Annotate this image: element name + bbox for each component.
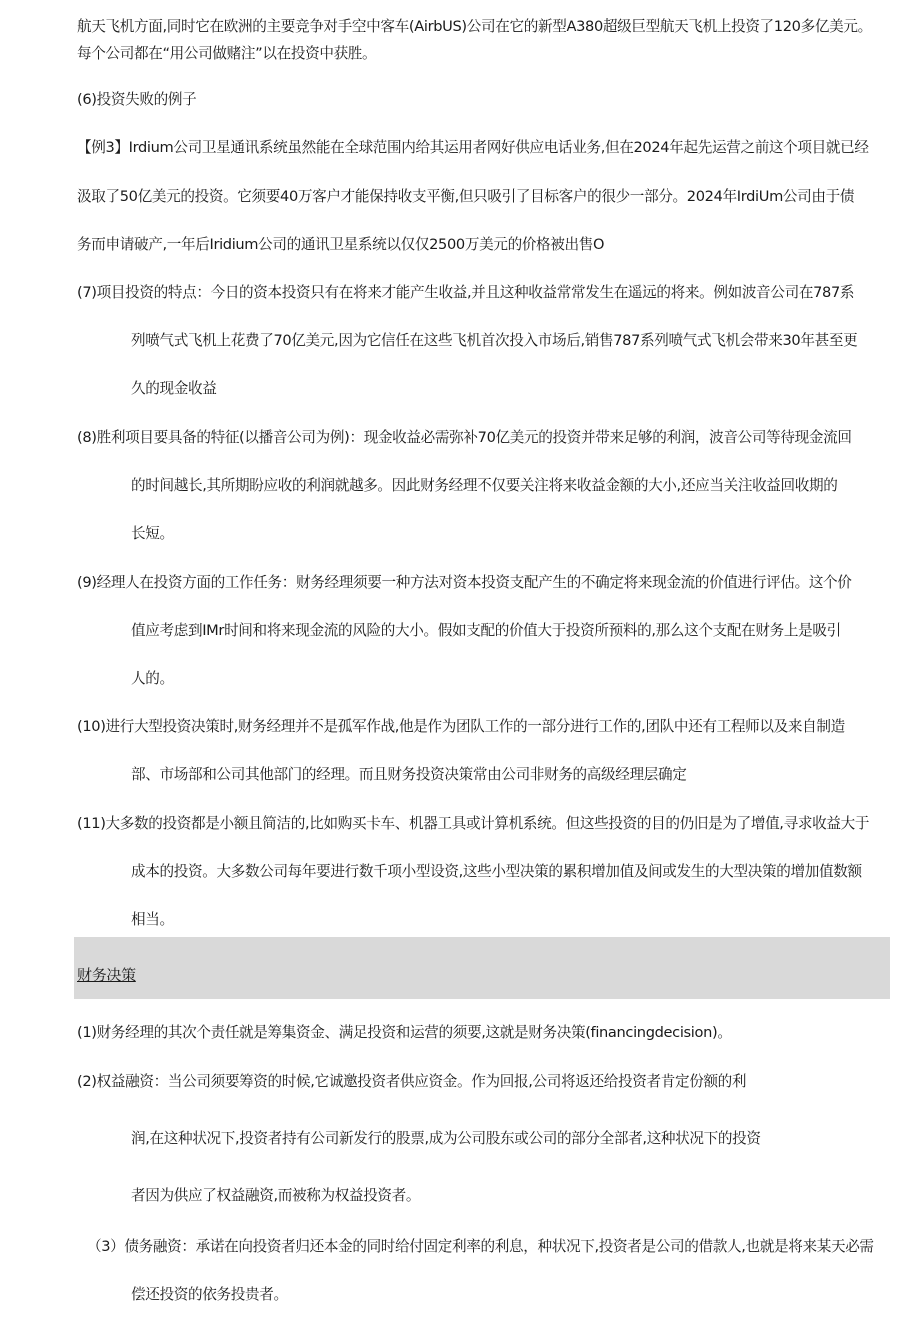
section-header-band [74,937,890,999]
text-line: 久的现金收益 [131,380,217,397]
text-line: 长短。 [131,525,174,542]
text-line: 者因为供应了权益融资,而被称为权益投资者。 [131,1187,421,1204]
text-line: (7)项目投资的特点：今日的资本投资只有在将来才能产生收益,并且这种收益常常发生在遥远的将来。例如波音公司在787系 [77,284,855,301]
text-line: (11)大多数的投资都是小额且简洁的,比如购买卡车、机器工具或计算机系统。但这些投资的目的仍旧是为了增值,寻求收益大于 [77,815,870,832]
section-title: 财务决策 [77,966,136,984]
text-line: (1)财务经理的其次个责任就是筹集资金、满足投资和运营的须要,这就是财务决策(financingdecision)。 [77,1024,732,1041]
example-line: 【例3】Irdium公司卫星通讯系统虽然能在全球范围内给其运用者网好供应电话业务,但在2024年起先运营之前这个项目就已经 [77,139,869,156]
text-line: 列喷气式飞机上花费了70亿美元,因为它信任在这些飞机首次投入市场后,销售787系列喷气式飞机会带来30年甚至更 [131,332,858,349]
text-line: 的时间越长,其所期盼应收的利润就越多。因此财务经理不仅要关注将来收益金额的大小,还应当关注收益回收期的 [131,477,838,494]
text-line: (10)进行大型投资决策时,财务经理并不是孤军作战,他是作为团队工作的一部分进行工作的,团队中还有工程师以及来自制造 [77,718,845,735]
text-line: (6)投资失败的例子 [77,91,197,108]
text-line: 值应考虑到IMr时间和将来现金流的风险的大小。假如支配的价值大于投资所预料的,那么这个支配在财务上是吸引 [131,622,841,639]
text-line: 汲取了50亿美元的投资。它须要40万客户才能保持收支平衡,但只吸引了目标客户的很少一部分。2024年IrdiUm公司由于债 [77,188,855,205]
text-line: （3）债务融资：承诺在向投资者归还本金的同时给付固定利率的利息，种状况下,投资者是公司的借款人,也就是将来某天必需 [87,1238,874,1255]
text-line: 人的。 [131,670,174,687]
text-line: 相当。 [131,911,174,928]
text-line: (8)胜利项目要具备的特征(以播音公司为例)：现金收益必需弥补70亿美元的投资并带来足够的利润，波音公司等待现金流回 [77,429,852,446]
text-line: 航天飞机方面,同时它在欧洲的主要竞争对手空中客车(AirbUS)公司在它的新型A380超级巨型航天飞机上投资了120多亿美元。 [77,18,872,35]
text-line: (9)经理人在投资方面的工作任务：财务经理须要一种方法对资本投资支配产生的不确定将来现金流的价值进行评估。这个价 [77,574,852,591]
text-line: 成本的投资。大多数公司每年要进行数千项小型设资,这些小型决策的累积增加值及间或发生的大型决策的增加值数额 [131,863,862,880]
text-line: 部、市场部和公司其他部门的经理。而且财务投资决策常由公司非财务的高级经理层确定 [131,766,687,783]
text-line: (2)权益融资：当公司须要筹资的时候,它诚邀投资者供应资金。作为回报,公司将返还给投资者肯定份额的利 [77,1073,747,1090]
text-line: 润,在这种状况下,投资者持有公司新发行的股票,成为公司股东或公司的部分全部者,这种状况下的投资 [131,1130,761,1147]
text-line: 偿还投资的依务投贵者。 [131,1286,288,1303]
text-line: 务而申请破产,一年后Iridium公司的通讯卫星系统以仅仅2500万美元的价格被出售O [77,236,605,253]
text-line: 每个公司都在“用公司做赌注”以在投资中获胜。 [77,45,377,62]
